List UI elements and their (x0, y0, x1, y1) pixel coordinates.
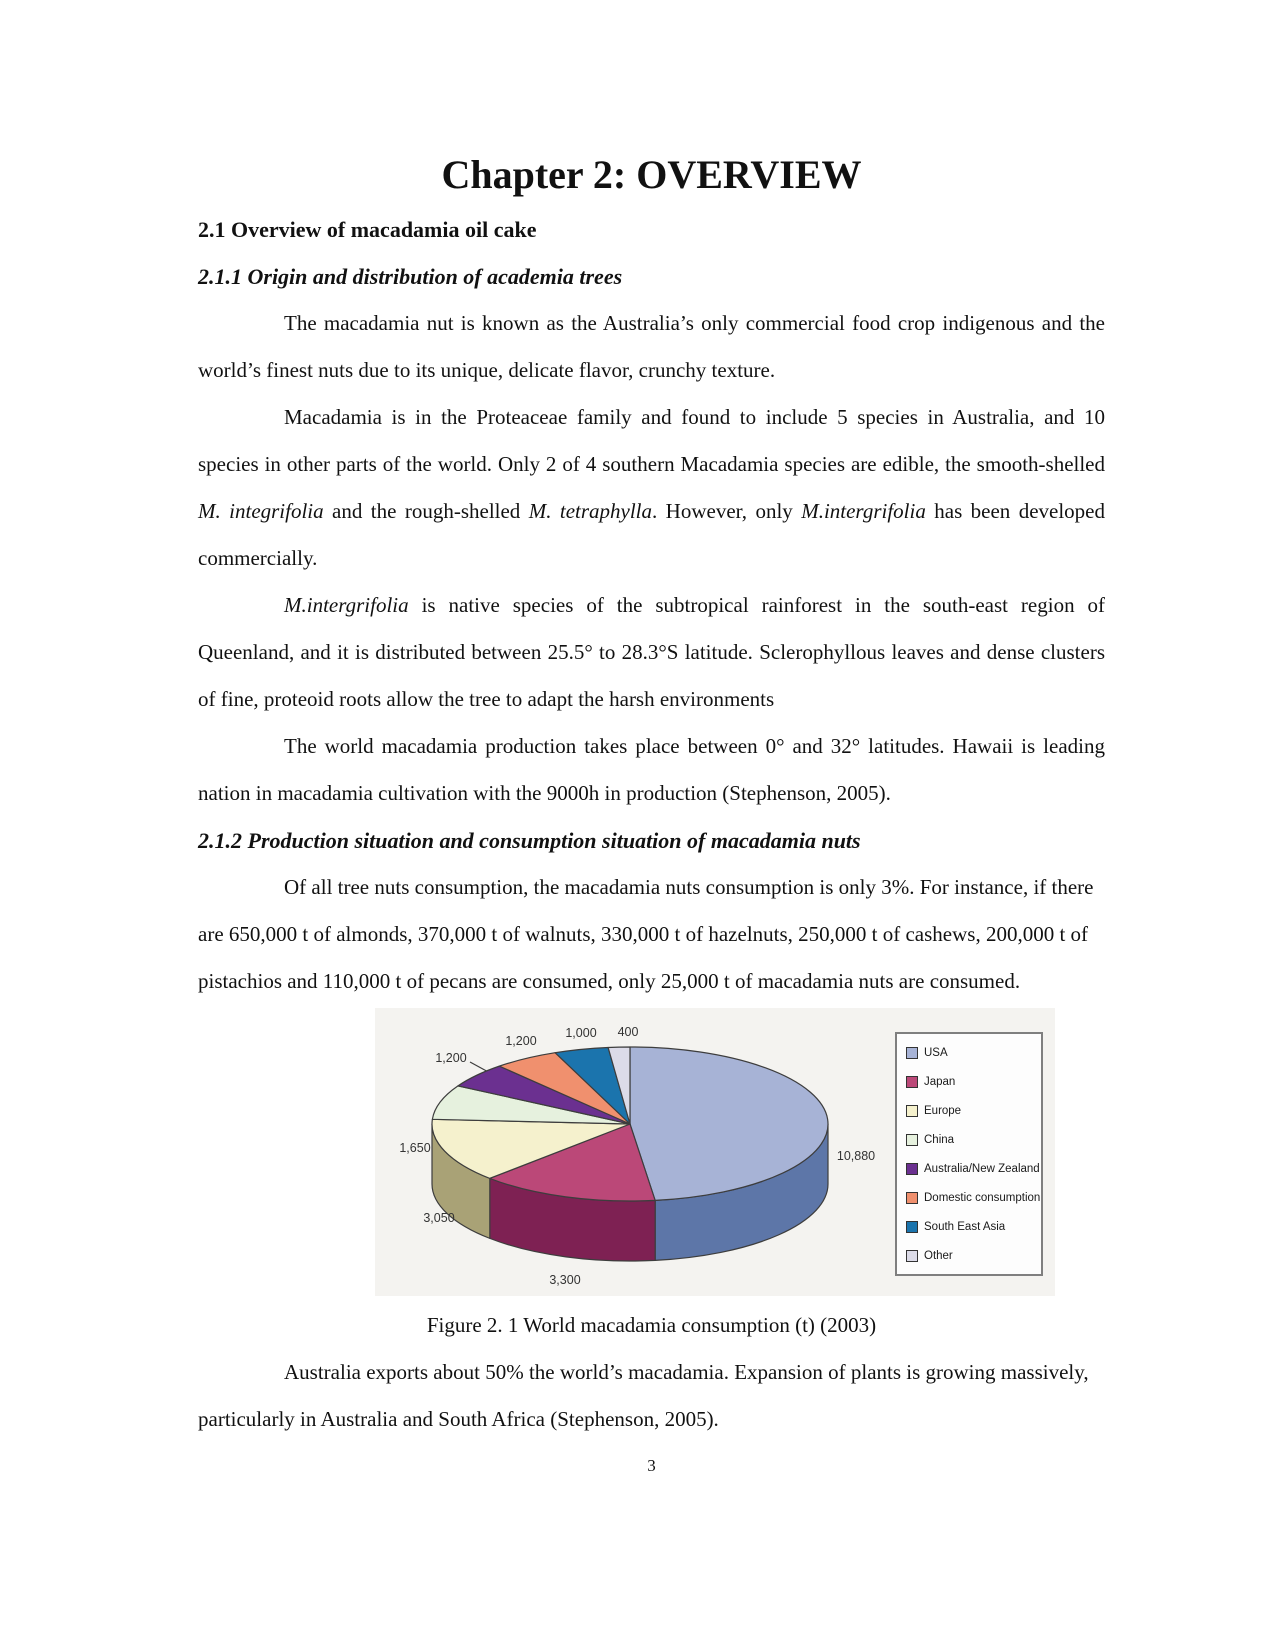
legend-item-china (906, 1134, 1041, 1146)
legend-label: China (924, 1133, 955, 1146)
pie-label-usa: 10,880 (836, 1149, 876, 1163)
legend-label: Europe (924, 1104, 962, 1117)
figure-pie-chart (375, 1008, 1055, 1296)
legend-item-europe (906, 1105, 1041, 1117)
pie-label-south-east-asia: 1,000 (565, 1026, 597, 1040)
paragraph-consumption: Of all tree nuts consumption, the macadamia nuts consumption is only 3%. For instance, if there are 650,000 t of almonds, 370,000 t of walnuts, 330,000 t of hazelnuts, 250,000 t of cashews, 200,000 t of pistachios and 110,000 t of pecans are consumed, only 25,000 t of macadamia nuts are consumed. (198, 875, 1094, 993)
paragraph-exports: Australia exports about 50% the world’s macadamia. Expansion of plants is growing massively, particularly in Australia and South Africa (Stephenson, 2005). (198, 1360, 1089, 1431)
legend-swatch-domestic-consumption (906, 1192, 918, 1204)
pie-label-japan: 3,300 (549, 1273, 581, 1287)
pie-label-domestic-consumption: 1,200 (505, 1034, 537, 1048)
legend-swatch-europe (906, 1105, 918, 1117)
legend-label: Japan (924, 1075, 956, 1088)
legend-item-south-east-asia (906, 1221, 1041, 1233)
chapter-title: Chapter 2: OVERVIEW (441, 152, 862, 197)
legend-item-australia-new-zealand (906, 1163, 1041, 1175)
legend-label: USA (924, 1046, 948, 1059)
pie-label-australia-new-zealand: 1,200 (435, 1051, 467, 1065)
pie-label-other: 400 (617, 1025, 639, 1039)
legend-swatch-other (906, 1250, 918, 1262)
legend-label: Domestic consumption (924, 1191, 1041, 1204)
legend-item-other (906, 1250, 1041, 1262)
legend-label: Australia/New Zealand (924, 1162, 1040, 1175)
legend-swatch-south-east-asia (906, 1221, 918, 1233)
legend-swatch-australia-new-zealand (906, 1163, 918, 1175)
legend-swatch-china (906, 1134, 918, 1146)
legend-label: Other (924, 1249, 953, 1262)
paragraph-origin-1: The macadamia nut is known as the Australia’s only commercial food crop indigenous and the world’s finest nuts due to its unique, delicate flavor, crunchy texture. (198, 311, 1105, 382)
chart-legend (895, 1032, 1043, 1276)
legend-item-japan (906, 1076, 1041, 1088)
pie-label-europe: 3,050 (423, 1211, 455, 1225)
legend-item-domestic-consumption (906, 1192, 1041, 1204)
legend-label: South East Asia (924, 1220, 1006, 1233)
section-heading-2-1-1: 2.1.1 Origin and distribution of academia trees (198, 264, 623, 289)
section-heading-2-1: 2.1 Overview of macadamia oil cake (198, 217, 537, 242)
page-number: 3 (647, 1456, 656, 1475)
legend-swatch-usa (906, 1047, 918, 1059)
paragraph-origin-4: The world macadamia production takes place between 0° and 32° latitudes. Hawaii is leading nation in macadamia cultivation with the 9000h in production (Stephenson, 2005). (198, 734, 1105, 805)
legend-item-usa (906, 1047, 1041, 1059)
figure-caption: Figure 2. 1 World macadamia consumption (t) (2003) (426, 1313, 877, 1337)
legend-swatch-japan (906, 1076, 918, 1088)
pie-label-china: 1,650 (399, 1141, 431, 1155)
paragraph-origin-2: Macadamia is in the Proteaceae family and found to include 5 species in Australia, and 10 species in other parts of the world. Only 2 of 4 southern Macadamia species are edible, the smooth-shelled M. integrifolia and the rough-shelled M. tetraphylla. However, only M.intergrifolia has been developed commercially. (198, 405, 1105, 570)
section-heading-2-1-2: 2.1.2 Production situation and consumption situation of macadamia nuts (198, 828, 861, 853)
paragraph-origin-3: M.intergrifolia is native species of the subtropical rainforest in the south-east region of Queenland, and it is distributed between 25.5° to 28.3°S latitude. Sclerophyllous leaves and dense clusters of fine, proteoid roots allow the tree to adapt the harsh environments (198, 593, 1105, 711)
